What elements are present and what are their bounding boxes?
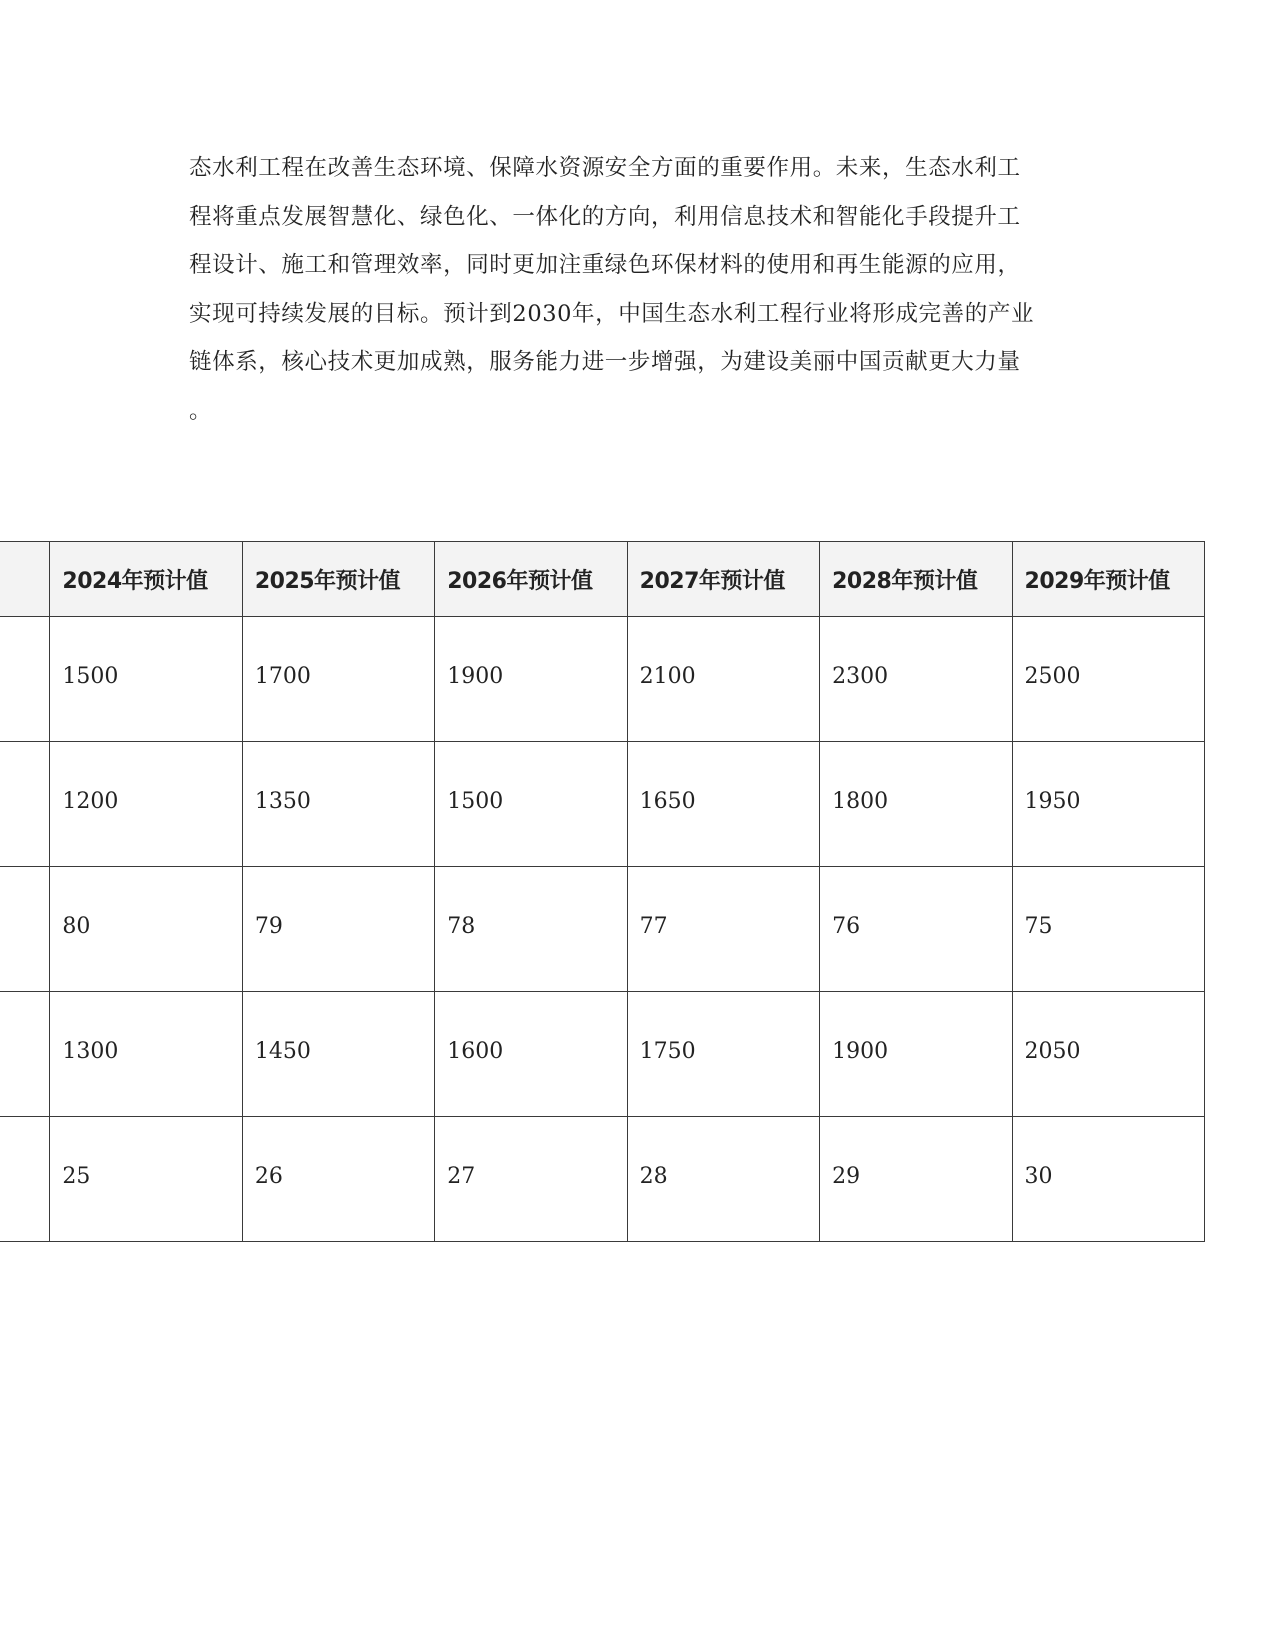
table-cell: 77: [627, 867, 819, 992]
table-cell: 29: [820, 1117, 1012, 1242]
table-row: [0, 867, 1205, 992]
column-header-2027: 2027年预计值: [627, 542, 819, 617]
paragraph-line: 链体系，核心技术更加成熟，服务能力进一步增强，为建设美丽中国贡献更大力量: [189, 349, 1021, 375]
table-cell: 79: [242, 867, 434, 992]
table-cell: 1700: [242, 617, 434, 742]
table-cell: 26: [242, 1117, 434, 1242]
table-cell: 1450: [242, 992, 434, 1117]
column-header-2028: 2028年预计值: [820, 542, 1012, 617]
body-paragraph: [189, 144, 1089, 435]
column-header-2024: 2024年预计值: [50, 542, 242, 617]
table-cell: [0, 992, 50, 1117]
table-cell: 1600: [435, 992, 627, 1117]
table-cell: 1500: [435, 742, 627, 867]
table-cell: 1900: [820, 992, 1012, 1117]
table-cell: 25: [50, 1117, 242, 1242]
table-cell: 80: [50, 867, 242, 992]
table-cell: [0, 617, 50, 742]
table-cell: 2100: [627, 617, 819, 742]
paragraph-line: 态水利工程在改善生态环境、保障水资源安全方面的重要作用。未来，生态水利工: [189, 155, 1021, 181]
paragraph-line: 。: [189, 397, 213, 424]
table-cell: 27: [435, 1117, 627, 1242]
table-cell: 2050: [1012, 992, 1204, 1117]
table-cell: 1350: [242, 742, 434, 867]
paragraph-line: 程设计、施工和管理效率，同时更加注重绿色环保材料的使用和再生能源的应用，: [189, 252, 1021, 278]
table-cell: 1800: [820, 742, 1012, 867]
table-row: [0, 1117, 1205, 1242]
paragraph-line: 程将重点发展智慧化、绿色化、一体化的方向，利用信息技术和智能化手段提升工: [189, 203, 1021, 230]
table-row: [0, 992, 1205, 1117]
column-header-2025: 2025年预计值: [242, 542, 434, 617]
table-cell: [0, 867, 50, 992]
table-cell: 1950: [1012, 742, 1204, 867]
table-row: [0, 742, 1205, 867]
table-row: [0, 617, 1205, 742]
table-cell: 2300: [820, 617, 1012, 742]
table-cell: 78: [435, 867, 627, 992]
column-header-2029: 2029年预计值: [1012, 542, 1204, 617]
table-cell: 76: [820, 867, 1012, 992]
table-cell: 75: [1012, 867, 1204, 992]
table-cell: [0, 1117, 50, 1242]
paragraph-line: 实现可持续发展的目标。预计到2030年，中国生态水利工程行业将形成完善的产业: [189, 300, 1035, 327]
table-cell: 1750: [627, 992, 819, 1117]
table-cell: 28: [627, 1117, 819, 1242]
table-cell: 1500: [50, 617, 242, 742]
column-header: [0, 542, 50, 617]
table-cell: 2500: [1012, 617, 1204, 742]
table-cell: 1200: [50, 742, 242, 867]
table-cell: [0, 742, 50, 867]
table-cell: 30: [1012, 1117, 1204, 1242]
forecast-table: [0, 541, 1205, 1242]
table-cell: 1300: [50, 992, 242, 1117]
table-header-row: [0, 542, 1205, 617]
column-header-2026: 2026年预计值: [435, 542, 627, 617]
table-cell: 1900: [435, 617, 627, 742]
table-cell: 1650: [627, 742, 819, 867]
